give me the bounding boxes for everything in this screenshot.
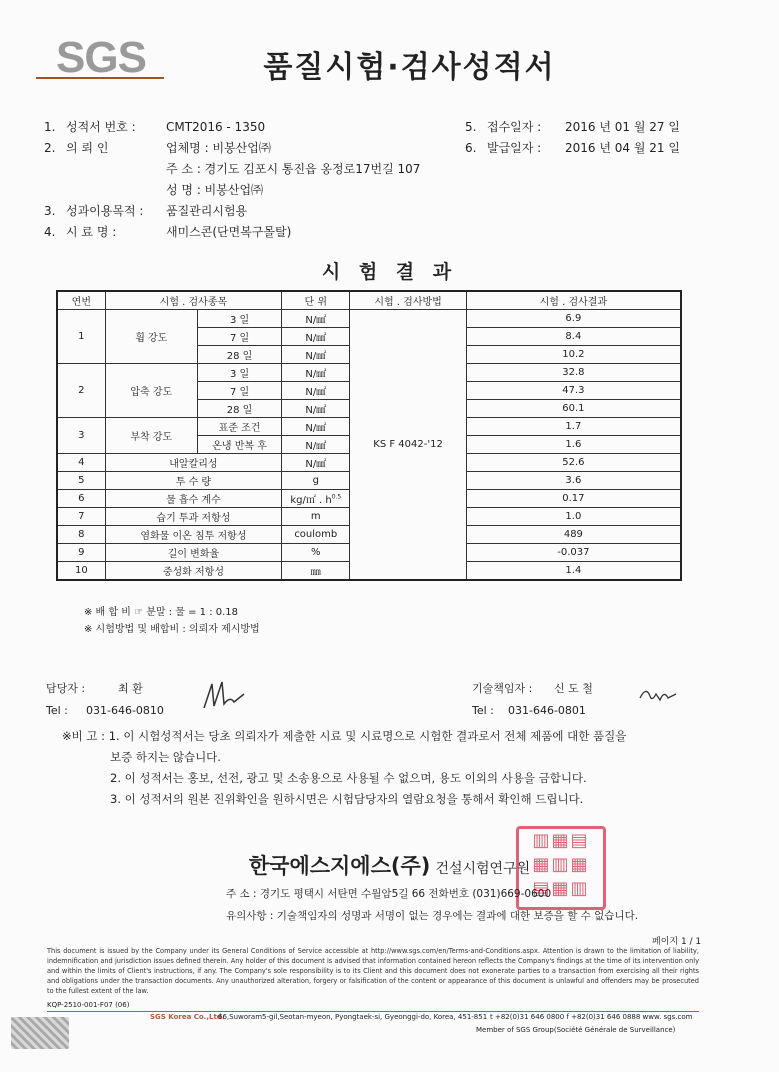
table-cell: -0.037 bbox=[466, 544, 681, 562]
issue-date: 6. 발급일자 : 2016 년 04 월 21 일 bbox=[465, 141, 680, 155]
test-method: KS F 4042-'12 bbox=[350, 310, 466, 581]
table-cell: 60.1 bbox=[466, 400, 681, 418]
header-no: 연번 bbox=[57, 291, 105, 310]
notes bbox=[84, 604, 260, 638]
fine-print: This document is issued by the Company under its General Conditions of Service accessible at http://www.sgs.com/en/Terms-and-Conditions.aspx. Attention is drawn to the limitation of liability, indemnification and jurisdiction issues defined therein. Any holder of this document is advised that information contained hereon reflects the Company's findings at the time of its intervention only and within the limits of Client's instructions, if any. The Company's sole responsibility is to its Client and this document does not exonerate parties to a transaction from exercising all their rights and obligations under the transaction documents. Any unauthorized alteration, forgery or falsification of the content or appearance of this document is unlawful and offenders may be prosecuted to the fullest extent of the law. bbox=[47, 947, 699, 995]
table-cell: 32.8 bbox=[466, 364, 681, 382]
info-row-4: 성 명 : 비봉산업㈜ bbox=[166, 183, 264, 197]
table-cell: 0.17 bbox=[466, 490, 681, 508]
tester-signature bbox=[198, 676, 248, 716]
table-cell: 휨 강도 bbox=[105, 310, 197, 364]
tech-manager-signature bbox=[636, 680, 682, 710]
left-info bbox=[44, 117, 464, 243]
tester-name: 최 환 bbox=[118, 682, 143, 695]
table-cell: % bbox=[282, 544, 350, 562]
table-cell: g bbox=[282, 472, 350, 490]
table-cell: 3 일 bbox=[197, 364, 281, 382]
table-cell: 7 일 bbox=[197, 328, 281, 346]
table-cell: 8 bbox=[57, 526, 105, 544]
table-cell: 3.6 bbox=[466, 472, 681, 490]
table-cell: 1.7 bbox=[466, 418, 681, 436]
tech-manager-name: 신 도 철 bbox=[554, 682, 593, 695]
table-cell: 7 bbox=[57, 508, 105, 526]
table-cell: 내알칼리성 bbox=[105, 454, 282, 472]
table-cell: N/㎟ bbox=[282, 436, 350, 454]
tester-tel: 031-646-0810 bbox=[86, 704, 164, 717]
footer-divider bbox=[47, 1011, 699, 1012]
tester-tel-label: Tel : bbox=[46, 704, 68, 717]
info-row-1: 1. 성적서 번호 : CMT2016 - 1350 bbox=[44, 120, 266, 134]
table-cell: 1 bbox=[57, 310, 105, 364]
remarks bbox=[62, 726, 712, 810]
header-item: 시험 . 검사종목 bbox=[105, 291, 282, 310]
table-cell: 5 bbox=[57, 472, 105, 490]
doc-code: KQP-2510-001-F07 (06) bbox=[47, 1001, 130, 1009]
page-number: 페이지 1 / 1 bbox=[652, 937, 702, 947]
right-info bbox=[465, 117, 725, 159]
document-title: 품질시험·검사성적서 bbox=[263, 50, 556, 85]
remark-1-cont: 보증 하지는 않습니다. bbox=[110, 750, 221, 764]
header-method: 시험 . 검사방법 bbox=[350, 291, 466, 310]
table-cell: 길이 변화율 bbox=[105, 544, 282, 562]
table-cell: 3 일 bbox=[197, 310, 281, 328]
table-cell: 염화물 이온 침투 저항성 bbox=[105, 526, 282, 544]
table-cell: 47.3 bbox=[466, 382, 681, 400]
note-mix-ratio: ※ 배 합 비 ☞ 분말 : 물 = 1 : 0.18 bbox=[84, 607, 239, 618]
header-unit: 단 위 bbox=[282, 291, 350, 310]
table-cell: 28 일 bbox=[197, 346, 281, 364]
table-cell: 4 bbox=[57, 454, 105, 472]
table-cell: m bbox=[282, 508, 350, 526]
table-cell: 1.0 bbox=[466, 508, 681, 526]
company-name: 한국에스지에스(주) bbox=[248, 854, 431, 878]
table-cell: N/㎟ bbox=[282, 454, 350, 472]
company-block bbox=[0, 850, 779, 880]
caution-line: 유의사항 : 기술책임자의 성명과 서명이 없는 경우에는 결과에 대한 보증을 할 수 없습니다. bbox=[226, 910, 639, 922]
table-cell: N/㎟ bbox=[282, 346, 350, 364]
company-address: 주 소 : 경기도 평택시 서탄면 수월암5길 66 전화번호 (031)669-0600 bbox=[226, 888, 552, 900]
table-cell: N/㎟ bbox=[282, 418, 350, 436]
table-cell: ㎜ bbox=[282, 562, 350, 581]
table-cell: 28 일 bbox=[197, 400, 281, 418]
table-cell: N/㎟ bbox=[282, 382, 350, 400]
table-cell: 온냉 반복 후 bbox=[197, 436, 281, 454]
header-result: 시험 . 검사결과 bbox=[466, 291, 681, 310]
table-cell: 중성화 저항성 bbox=[105, 562, 282, 581]
table-cell: 10.2 bbox=[466, 346, 681, 364]
tech-manager-tel-label: Tel : bbox=[472, 704, 494, 717]
table-row bbox=[57, 310, 681, 328]
table-cell: N/㎟ bbox=[282, 328, 350, 346]
table-cell: 6.9 bbox=[466, 310, 681, 328]
table-cell: 압축 강도 bbox=[105, 364, 197, 418]
footer-company: SGS Korea Co.,Ltd. bbox=[150, 1013, 225, 1021]
tech-manager-tel: 031-646-0801 bbox=[508, 704, 586, 717]
remark-1: ※비 고 : 1. 이 시험성적서는 당초 의뢰자가 제출한 시료 및 시료명으로 시험한 결과로서 전체 제품에 대한 품질을 bbox=[62, 729, 627, 743]
table-cell: 1.4 bbox=[466, 562, 681, 581]
info-row-3: 주 소 : 경기도 김포시 통진읍 옹정로17번길 107 bbox=[166, 162, 421, 176]
logo-text: SGS bbox=[56, 33, 146, 82]
table-cell: N/㎟ bbox=[282, 364, 350, 382]
tech-manager-label: 기술책임자 : bbox=[472, 682, 533, 695]
results-title: 시 험 결 과 bbox=[321, 261, 458, 283]
remark-3: 3. 이 성적서의 원본 진위확인을 원하시면은 시험담당자의 열람요청을 통해서 확인해 드립니다. bbox=[110, 792, 584, 806]
footer-member: Member of SGS Group(Société Générale de Surveillance) bbox=[476, 1026, 676, 1034]
footer-address: 66,Suworam5-gil,Seotan-myeon, Pyongtaek-si, Gyeonggi-do, Korea, 451-851 bbox=[218, 1013, 488, 1021]
table-cell: 2 bbox=[57, 364, 105, 418]
table-cell: 부착 강도 bbox=[105, 418, 197, 454]
table-header-row bbox=[57, 291, 681, 310]
table-cell: 표준 조건 bbox=[197, 418, 281, 436]
table-cell: 10 bbox=[57, 562, 105, 581]
table-cell: 습기 투과 저항성 bbox=[105, 508, 282, 526]
tester-label: 담당자 : bbox=[46, 682, 86, 695]
table-cell: 8.4 bbox=[466, 328, 681, 346]
table-cell: N/㎟ bbox=[282, 310, 350, 328]
table-cell: 52.6 bbox=[466, 454, 681, 472]
company-division: 건설시험연구원 bbox=[435, 861, 531, 877]
table-cell: 1.6 bbox=[466, 436, 681, 454]
remark-2: 2. 이 성적서는 홍보, 선전, 광고 및 소송용으로 사용될 수 없으며, 용도 이외의 사용을 금합니다. bbox=[110, 771, 587, 785]
table-cell: 9 bbox=[57, 544, 105, 562]
table-cell: 7 일 bbox=[197, 382, 281, 400]
table-cell: 6 bbox=[57, 490, 105, 508]
table-cell: 3 bbox=[57, 418, 105, 454]
info-row-6: 4. 시 료 명 : 새미스콘(단면복구몰탈) bbox=[44, 225, 292, 239]
table-cell: 물 흡수 계수 bbox=[105, 490, 282, 508]
table-cell: N/㎟ bbox=[282, 400, 350, 418]
sgs-hologram bbox=[11, 1017, 69, 1049]
table-cell: 투 수 량 bbox=[105, 472, 282, 490]
results-table bbox=[56, 290, 682, 581]
info-row-2: 2. 의 뢰 인 업체명 : 비봉산업㈜ bbox=[44, 141, 271, 155]
company-seal: ▥▦▤ ▦▥▦ ▤▦▥ bbox=[516, 826, 606, 910]
table-cell: coulomb bbox=[282, 526, 350, 544]
receipt-date: 5. 접수일자 : 2016 년 01 월 27 일 bbox=[465, 120, 680, 134]
table-cell: kg/㎡ . $h^{0.5}$ bbox=[282, 490, 350, 508]
footer-contact: t +82(0)31 646 0800 f +82(0)31 646 0888 www. sgs.com bbox=[490, 1013, 693, 1021]
table-cell: 489 bbox=[466, 526, 681, 544]
info-row-5: 3. 성과이용목적 : 품질관리시험용 bbox=[44, 204, 248, 218]
note-method: ※ 시험방법 및 배합비 : 의뢰자 제시방법 bbox=[84, 624, 260, 635]
